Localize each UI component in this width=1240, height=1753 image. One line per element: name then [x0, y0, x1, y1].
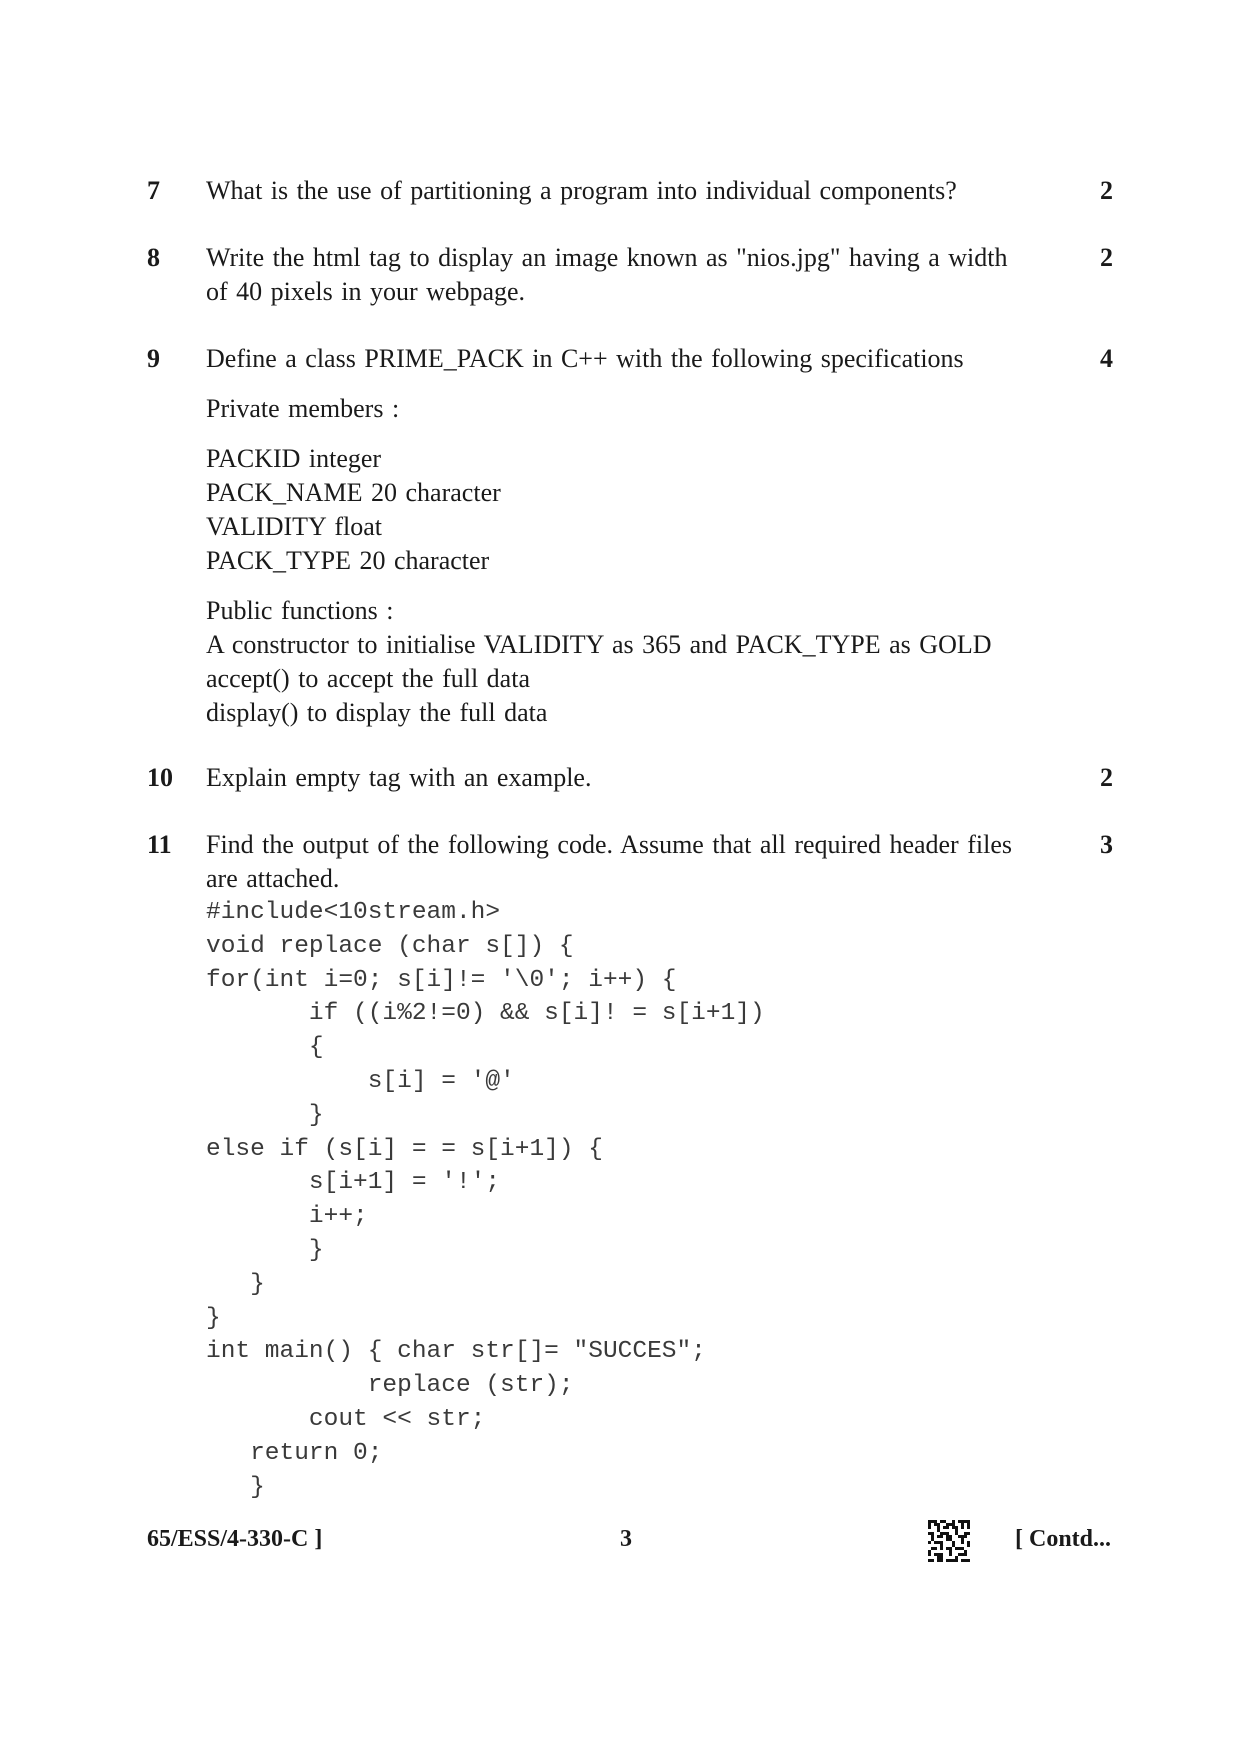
- question-marks: 2: [1100, 763, 1113, 792]
- question-line: of 40 pixels in your webpage.: [206, 277, 526, 306]
- question-marks: 4: [1100, 344, 1113, 373]
- code-line: }: [206, 1304, 221, 1332]
- question-text: [206, 761, 1066, 795]
- public-functions-heading: Public functions :: [206, 596, 394, 625]
- question-text: [206, 342, 1066, 730]
- question-line: Define a class PRIME_PACK in C++ with the following specifications: [206, 344, 964, 373]
- private-member: PACK_NAME 20 character: [206, 478, 501, 507]
- question-line: Explain empty tag with an example.: [206, 763, 592, 792]
- code-line: s[i] = '@': [206, 1067, 515, 1095]
- code-line: }: [206, 1270, 265, 1298]
- code-listing: [206, 896, 765, 1504]
- question-number: 9: [147, 344, 160, 373]
- code-line: cout << str;: [206, 1405, 486, 1433]
- private-member: PACKID integer: [206, 444, 382, 473]
- code-line: replace (str);: [206, 1372, 574, 1400]
- question-text: [206, 174, 1066, 208]
- private-members-heading: Private members :: [206, 394, 400, 423]
- question-line: Find the output of the following code. Assume that all required header files: [206, 830, 1012, 859]
- code-line: void replace (char s[]) {: [206, 932, 574, 960]
- page-number: 3: [620, 1526, 632, 1552]
- continued-label: [ Contd...: [1015, 1526, 1112, 1552]
- public-function: accept() to accept the full data: [206, 664, 530, 693]
- public-function: display() to display the full data: [206, 698, 548, 727]
- question-number: 7: [147, 176, 160, 205]
- code-line: }: [206, 1236, 324, 1264]
- code-line: i++;: [206, 1203, 368, 1231]
- code-line: }: [206, 1473, 265, 1501]
- question-number: 8: [147, 243, 160, 272]
- private-member: PACK_TYPE 20 character: [206, 546, 490, 575]
- private-member: VALIDITY float: [206, 512, 383, 541]
- qr-code-icon: [928, 1520, 970, 1562]
- question-marks: 3: [1100, 830, 1113, 859]
- code-line: for(int i=0; s[i]!= '\0'; i++) {: [206, 966, 677, 994]
- code-line: {: [206, 1034, 324, 1062]
- question-number: 11: [147, 830, 172, 859]
- code-line: s[i+1] = '!';: [206, 1169, 501, 1197]
- question-line: are attached.: [206, 864, 340, 893]
- code-line: int main() { char str[]= "SUCCES";: [206, 1338, 706, 1366]
- question-text: [206, 828, 1066, 896]
- code-line: if ((i%2!=0) && s[i]! = s[i+1]): [206, 1000, 765, 1028]
- question-text: [206, 241, 1066, 309]
- code-line: return 0;: [206, 1439, 383, 1467]
- question-marks: 2: [1100, 243, 1113, 272]
- question-line: What is the use of partitioning a program into individual components?: [206, 176, 957, 205]
- question-marks: 2: [1100, 176, 1113, 205]
- question-number: 10: [147, 763, 173, 792]
- public-function: A constructor to initialise VALIDITY as 365 and PACK_TYPE as GOLD: [206, 630, 992, 659]
- paper-code: 65/ESS/4-330-C ]: [147, 1526, 323, 1552]
- code-line: }: [206, 1101, 324, 1129]
- code-line: else if (s[i] = = s[i+1]) {: [206, 1135, 603, 1163]
- question-line: Write the html tag to display an image known as "nios.jpg" having a width: [206, 243, 1008, 272]
- code-line: #include<10stream.h>: [206, 899, 501, 926]
